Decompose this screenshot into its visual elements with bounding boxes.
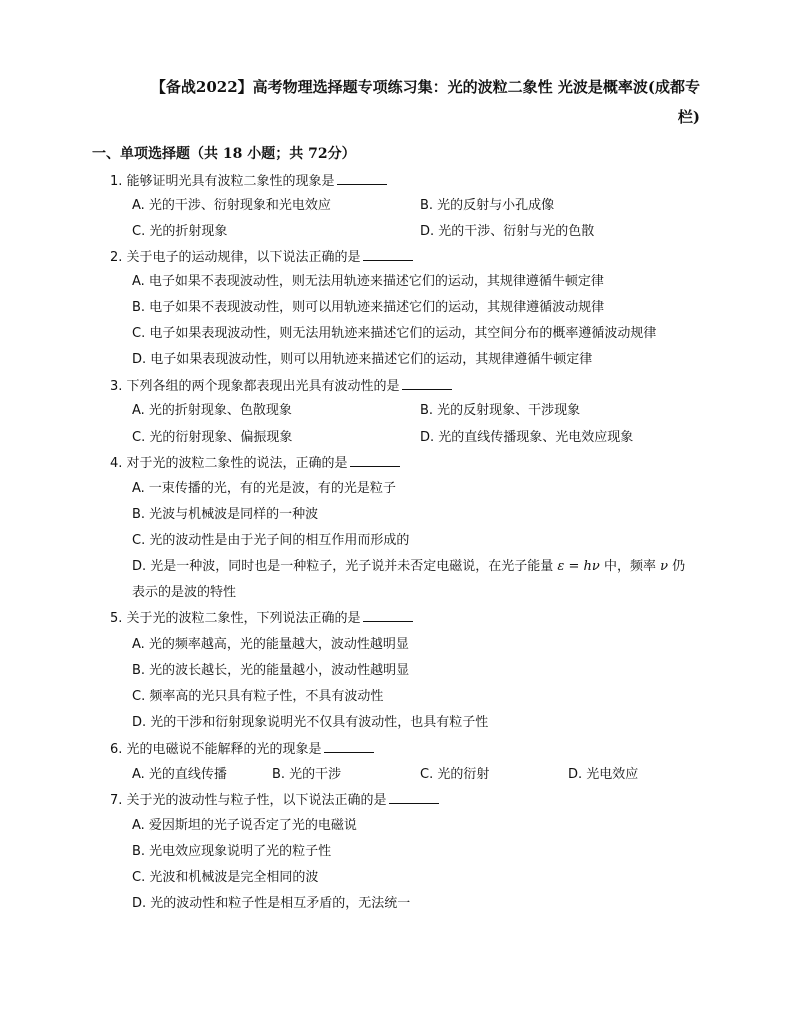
option-a: A. 一束传播的光，有的光是波，有的光是粒子 xyxy=(132,481,396,496)
energy-formula: ε = hν xyxy=(557,559,600,574)
option-c: C. 光的折射现象 xyxy=(132,224,228,239)
option-d: D. 光的直线传播现象、光电效应现象 xyxy=(420,430,634,445)
option-c: C. 光的波动性是由于光子间的相互作用而形成的 xyxy=(132,533,410,548)
question-2-stem: 2. 关于电子的运动规律，以下说法正确的是 xyxy=(110,248,413,268)
option-c: C. 电子如果表现波动性，则无法用轨迹来描述它们的运动，其空间分布的概率遵循波动规律 xyxy=(132,326,657,341)
option-d: D. 光是一种波，同时也是一种粒子，光子说并未否定电磁说，在光子能量 ε = hν 中，频率 ν 仍表示的是波的特性 xyxy=(132,559,686,600)
option-b: B. 光的反射与小孔成像 xyxy=(420,198,555,213)
option-d: D. 光的干涉和衍射现象说明光不仅具有波动性，也具有粒子性 xyxy=(132,715,489,730)
question-3-stem: 3. 下列各组的两个现象都表现出光具有波动性的是 xyxy=(110,377,452,397)
option-b: B. 光的波长越长，光的能量越小，波动性越明显 xyxy=(132,663,410,678)
option-d: D. 光电效应 xyxy=(568,767,639,782)
answer-blank xyxy=(363,248,413,261)
document-title: 【备战2022】高考物理选择题专项练习集：光的波粒二象性 光波是概率波(成都专栏) xyxy=(150,78,700,126)
option-d: D. 电子如果表现波动性，则可以用轨迹来描述它们的运动，其规律遵循牛顿定律 xyxy=(132,352,593,367)
option-c: C. 光的衍射 xyxy=(420,767,490,782)
frequency-symbol: ν xyxy=(660,559,669,574)
option-a: A. 光的直线传播 xyxy=(132,767,227,782)
question-4-stem: 4. 对于光的波粒二象性的说法，正确的是 xyxy=(110,454,400,474)
answer-blank xyxy=(324,740,374,753)
option-b: B. 光电效应现象说明了光的粒子性 xyxy=(132,844,332,859)
option-b: B. 光的反射现象、干涉现象 xyxy=(420,403,581,418)
question-7-stem: 7. 关于光的波动性与粒子性，以下说法正确的是 xyxy=(110,791,439,811)
option-b: B. 电子如果不表现波动性，则可以用轨迹来描述它们的运动，其规律遵循波动规律 xyxy=(132,300,605,315)
option-c: C. 光的衍射现象、偏振现象 xyxy=(132,430,293,445)
option-a: A. 电子如果不表现波动性，则无法用轨迹来描述它们的运动，其规律遵循牛顿定律 xyxy=(132,274,604,289)
option-d: D. 光的干涉、衍射与光的色散 xyxy=(420,224,595,239)
option-b: B. 光的干涉 xyxy=(272,767,342,782)
option-a: A. 光的折射现象、色散现象 xyxy=(132,403,292,418)
answer-blank xyxy=(363,609,413,622)
option-b: B. 光波与机械波是同样的一种波 xyxy=(132,507,319,522)
option-a: A. 光的频率越高，光的能量越大，波动性越明显 xyxy=(132,637,409,652)
option-a: A. 爱因斯坦的光子说否定了光的电磁说 xyxy=(132,818,357,833)
answer-blank xyxy=(350,454,400,467)
option-a: A. 光的干涉、衍射现象和光电效应 xyxy=(132,198,331,213)
question-5-stem: 5. 关于光的波粒二象性，下列说法正确的是 xyxy=(110,609,413,629)
option-c: C. 频率高的光只具有粒子性，不具有波动性 xyxy=(132,689,384,704)
section-heading: 一、单项选择题（共 18 小题；共 72分） xyxy=(92,146,356,162)
option-c: C. 光波和机械波是完全相同的波 xyxy=(132,870,319,885)
answer-blank xyxy=(389,791,439,804)
option-d: D. 光的波动性和粒子性是相互矛盾的，无法统一 xyxy=(132,896,411,911)
answer-blank xyxy=(337,172,387,185)
question-6-stem: 6. 光的电磁说不能解释的光的现象是 xyxy=(110,740,374,760)
answer-blank xyxy=(402,377,452,390)
question-1-stem: 1. 能够证明光具有波粒二象性的现象是 xyxy=(110,172,387,192)
